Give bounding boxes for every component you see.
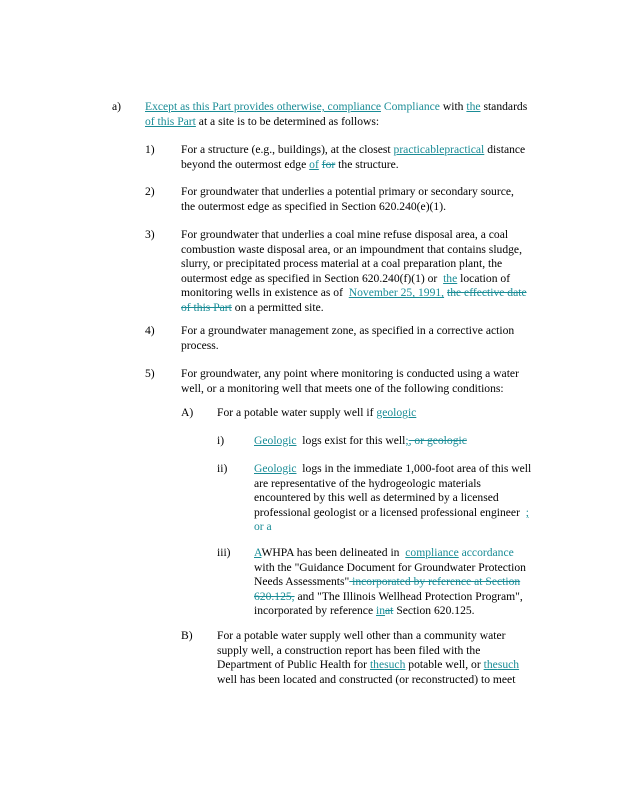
inserted-text: November 25, 1991, [348, 286, 445, 300]
inserted-text: or a [254, 520, 272, 534]
label-4: 4) [145, 324, 155, 337]
label-ii: ii) [217, 462, 228, 475]
paragraph-a: Except as this Part provides otherwise, compliance Compliance with the standards of this Part at a site is to be determined as follows: [145, 100, 528, 128]
inserted-text: of [309, 157, 319, 171]
inserted-text: of this Part [145, 114, 196, 128]
label-iii: iii) [217, 546, 231, 559]
label-1: 1) [145, 143, 155, 156]
inserted-text: Compliance [383, 100, 440, 113]
item-iii: AWHPA has been delineated in compliance accordance with the "Guidance Document for Groundwater Protection Needs Assessments" incorporated by reference at Section 620.125, and "The Illinois Wellhead Protection Program", incorporated by reference inat Section 620.125. [254, 546, 526, 618]
inserted-text: compliance [405, 546, 459, 559]
inserted-text: the [483, 658, 498, 672]
inserted-text: such [384, 658, 406, 672]
inserted-text: A [254, 546, 262, 559]
deleted-text: the effective date [446, 286, 527, 300]
label-5: 5) [145, 367, 155, 380]
inserted-text: such [497, 658, 520, 672]
item-3: For groundwater that underlies a coal mine refuse disposal area, a coal combustion waste disposal area, or an impoundment that contains sludge, slurry, or precipitated process material at a coal preparation plant, the outermost edge as specified in Section 620.240(f)(1) or the location of monitoring wells in existence as of November 25, 1991, the effective date of this Part on a permitted site. [181, 228, 527, 314]
label-i: i) [217, 434, 225, 447]
item-B: For a potable water supply well other than a community water supply well, a construction report has been filed with the Department of Public Health for thesuch potable well, or thesuch well has been located and constructed (or reconstructed) to meet [217, 629, 520, 686]
deleted-text: incorporated by reference at Section [349, 575, 521, 589]
inserted-text: Except as this Part provides otherwise, compliance [145, 100, 381, 113]
inserted-text: ; [405, 434, 409, 447]
deleted-text: for [321, 157, 336, 171]
deleted-text: at [385, 604, 394, 618]
deleted-text: 620.125, [254, 589, 295, 603]
deleted-text: of this Part [181, 300, 232, 314]
label-3: 3) [145, 228, 155, 241]
inserted-text: practicable [393, 143, 445, 156]
item-4: For a groundwater management zone, as specified in a corrective action process. [181, 324, 515, 352]
inserted-text: practical [444, 143, 485, 156]
inserted-text: Geologic [254, 434, 297, 447]
item-ii: Geologic logs in the immediate 1,000-foot area of this well are representative of the hydrogeologic materials encountered by this well as determined by a licensed professional geologist or a licensed professional engineer ; or a [254, 462, 532, 534]
inserted-text: the [369, 658, 385, 672]
item-i: Geologic logs exist for this well;, or geologic [254, 434, 467, 447]
deleted-text: , or geologic [408, 434, 467, 447]
label-A: A) [181, 406, 194, 419]
inserted-text: ; [525, 505, 529, 519]
inserted-text: the [466, 100, 481, 113]
label-B: B) [181, 629, 193, 642]
inserted-text: accordance [461, 546, 514, 559]
inserted-text: the [443, 271, 458, 285]
item-2: For groundwater that underlies a potential primary or secondary source, the outermost edge as specified in Section 620.240(e)(1). [181, 185, 514, 213]
inserted-text: in [376, 604, 386, 618]
item-1: For a structure (e.g., buildings), at the closest practicablepractical distance beyond the outermost edge of for the structure. [181, 143, 526, 171]
label-2: 2) [145, 185, 155, 198]
inserted-text: Geologic [254, 462, 297, 475]
label-a: a) [112, 100, 122, 113]
item-A: For a potable water supply well if geologic [217, 406, 417, 419]
item-5: For groundwater, any point where monitoring is conducted using a water well, or a monitoring well that meets one of the following conditions: [181, 367, 519, 395]
inserted-text: geologic [376, 406, 417, 419]
